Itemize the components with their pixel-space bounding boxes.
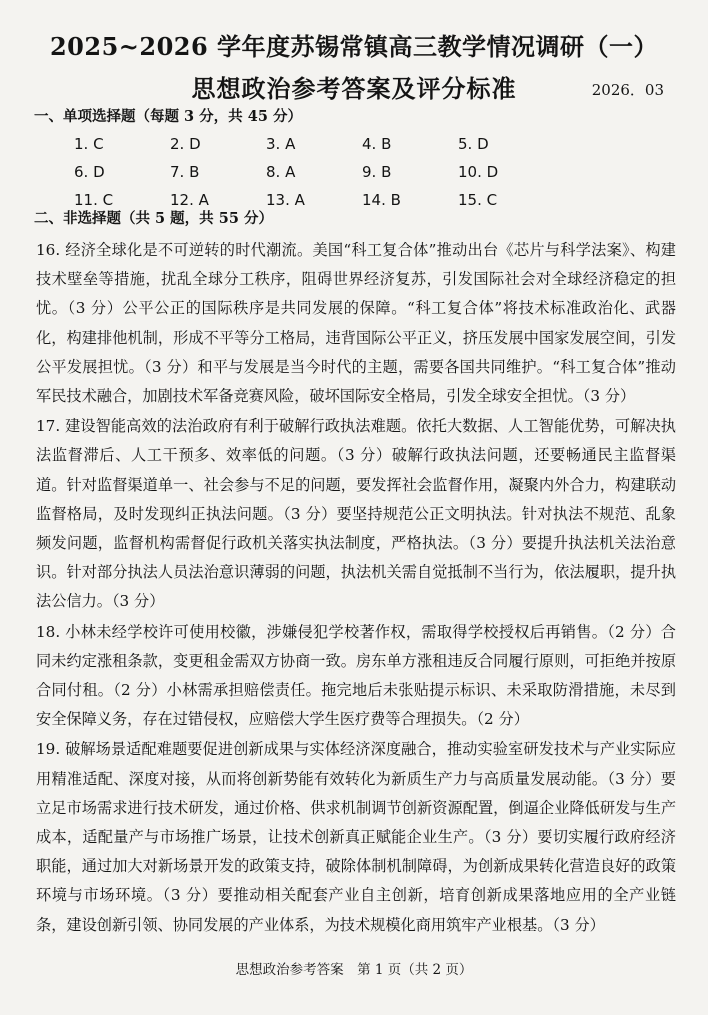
answer-row: [74, 130, 594, 158]
answer-item: 7. B: [170, 163, 200, 181]
section-heading-multiple-choice: 一、单项选择题（每题 3 分，共 45 分）: [34, 108, 302, 125]
answer-item: 13. A: [266, 191, 305, 209]
question-answer-18: 18. 小林未经学校许可使用校徽，涉嫌侵犯学校著作权，需取得学校授权后再销售。（2 分）合同未约定涨租条款，变更租金需双方协商一致。房东单方涨租违反合同履行原则，可拒绝并按原合同付租。（2 分）小林需承担赔偿责任。拖完地后未张贴提示标识、未采取防滑措施，未尽到安全保障义务，存在过错侵权，应赔偿大学生医疗费等合理损失。（2 分）: [36, 622, 676, 729]
answer-item: 3. A: [266, 135, 296, 153]
answer-item: 5. D: [458, 135, 489, 153]
answer-item: 2. D: [170, 135, 201, 153]
answer-item: 4. B: [362, 135, 392, 153]
answer-item: 6. D: [74, 163, 105, 181]
section-heading-open-questions: 二、非选择题（共 5 题，共 55 分）: [34, 210, 273, 227]
answer-item: 1. C: [74, 135, 104, 153]
document-date: 2026．03: [591, 81, 664, 99]
answer-item: 11. C: [74, 191, 114, 209]
answer-item: 8. A: [266, 163, 296, 181]
answer-item: 9. B: [362, 163, 392, 181]
open-question-answers: [36, 236, 676, 940]
answer-item: 15. C: [458, 191, 498, 209]
page-footer: 思想政治参考答案 第 1 页（共 2 页）: [235, 962, 473, 978]
question-answer-19: 19. 破解场景适配难题要促进创新成果与实体经济深度融合，推动实验室研发技术与产业实际应用精准适配、深度对接，从而将创新势能有效转化为新质生产力与高质量发展动能。（3 分）要立足市场需求进行技术研发，通过价格、供求机制调节创新资源配置，倒逼企业降低研发与生产成本，适配量产与市场推广场景，让技术创新真正赋能企业生产。（3 分）要切实履行政府经济职能，通过加大对新场景开发的政策支持，破除体制机制障碍，为创新成果转化营造良好的政策环境与市场环境。（3 分）要推动相关配套产业自主创新，培育创新成果落地应用的全产业链条，建设创新引领、协同发展的产业体系，为技术规模化商用筑牢产业根基。（3 分）: [36, 740, 676, 934]
answer-row: [74, 158, 594, 186]
question-answer-17: 17. 建设智能高效的法治政府有利于破解行政执法难题。依托大数据、人工智能优势，可解决执法监督滞后、人工干预多、效率低的问题。（3 分）破解行政执法问题，还要畅通民主监督渠道。针对监督渠道单一、社会参与不足的问题，要发挥社会监督作用，凝聚内外合力，构建联动监督格局，及时发现纠正执法问题。（3 分）要坚持规范公正文明执法。针对执法不规范、乱象频发问题，监督机构需督促行政机关落实执法制度，严格执法。（3 分）要提升执法机关法治意识。针对部分执法人员法治意识薄弱的问题，执法机关需自觉抵制不当行为，依法履职，提升执法公信力。（3 分）: [36, 417, 676, 611]
multiple-choice-answer-grid: [74, 130, 594, 214]
document-subtitle: 思想政治参考答案及评分标准: [191, 74, 517, 103]
document-title: 2025~2026 学年度苏锡常镇高三教学情况调研（一）: [49, 32, 659, 61]
answer-item: 12. A: [170, 191, 209, 209]
answer-item: 14. B: [362, 191, 401, 209]
answer-item: 10. D: [458, 163, 499, 181]
question-answer-16: 16. 经济全球化是不可逆转的时代潮流。美国“科工复合体”推动出台《芯片与科学法案》、构建技术壁垒等措施，扰乱全球分工秩序，阻碍世界经济复苏，引发国际社会对全球经济稳定的担忧。（3 分）公平公正的国际秩序是共同发展的保障。“科工复合体”将技术标准政治化、武器化，构建排他机制，形成不平等分工格局，违背国际公平正义，挤压发展中国家发展空间，引发公平发展担忧。（3 分）和平与发展是当今时代的主题，需要各国共同维护。“科工复合体”推动军民技术融合，加剧技术军备竞赛风险，破坏国际安全格局，引发全球安全担忧。（3 分）: [36, 241, 676, 406]
